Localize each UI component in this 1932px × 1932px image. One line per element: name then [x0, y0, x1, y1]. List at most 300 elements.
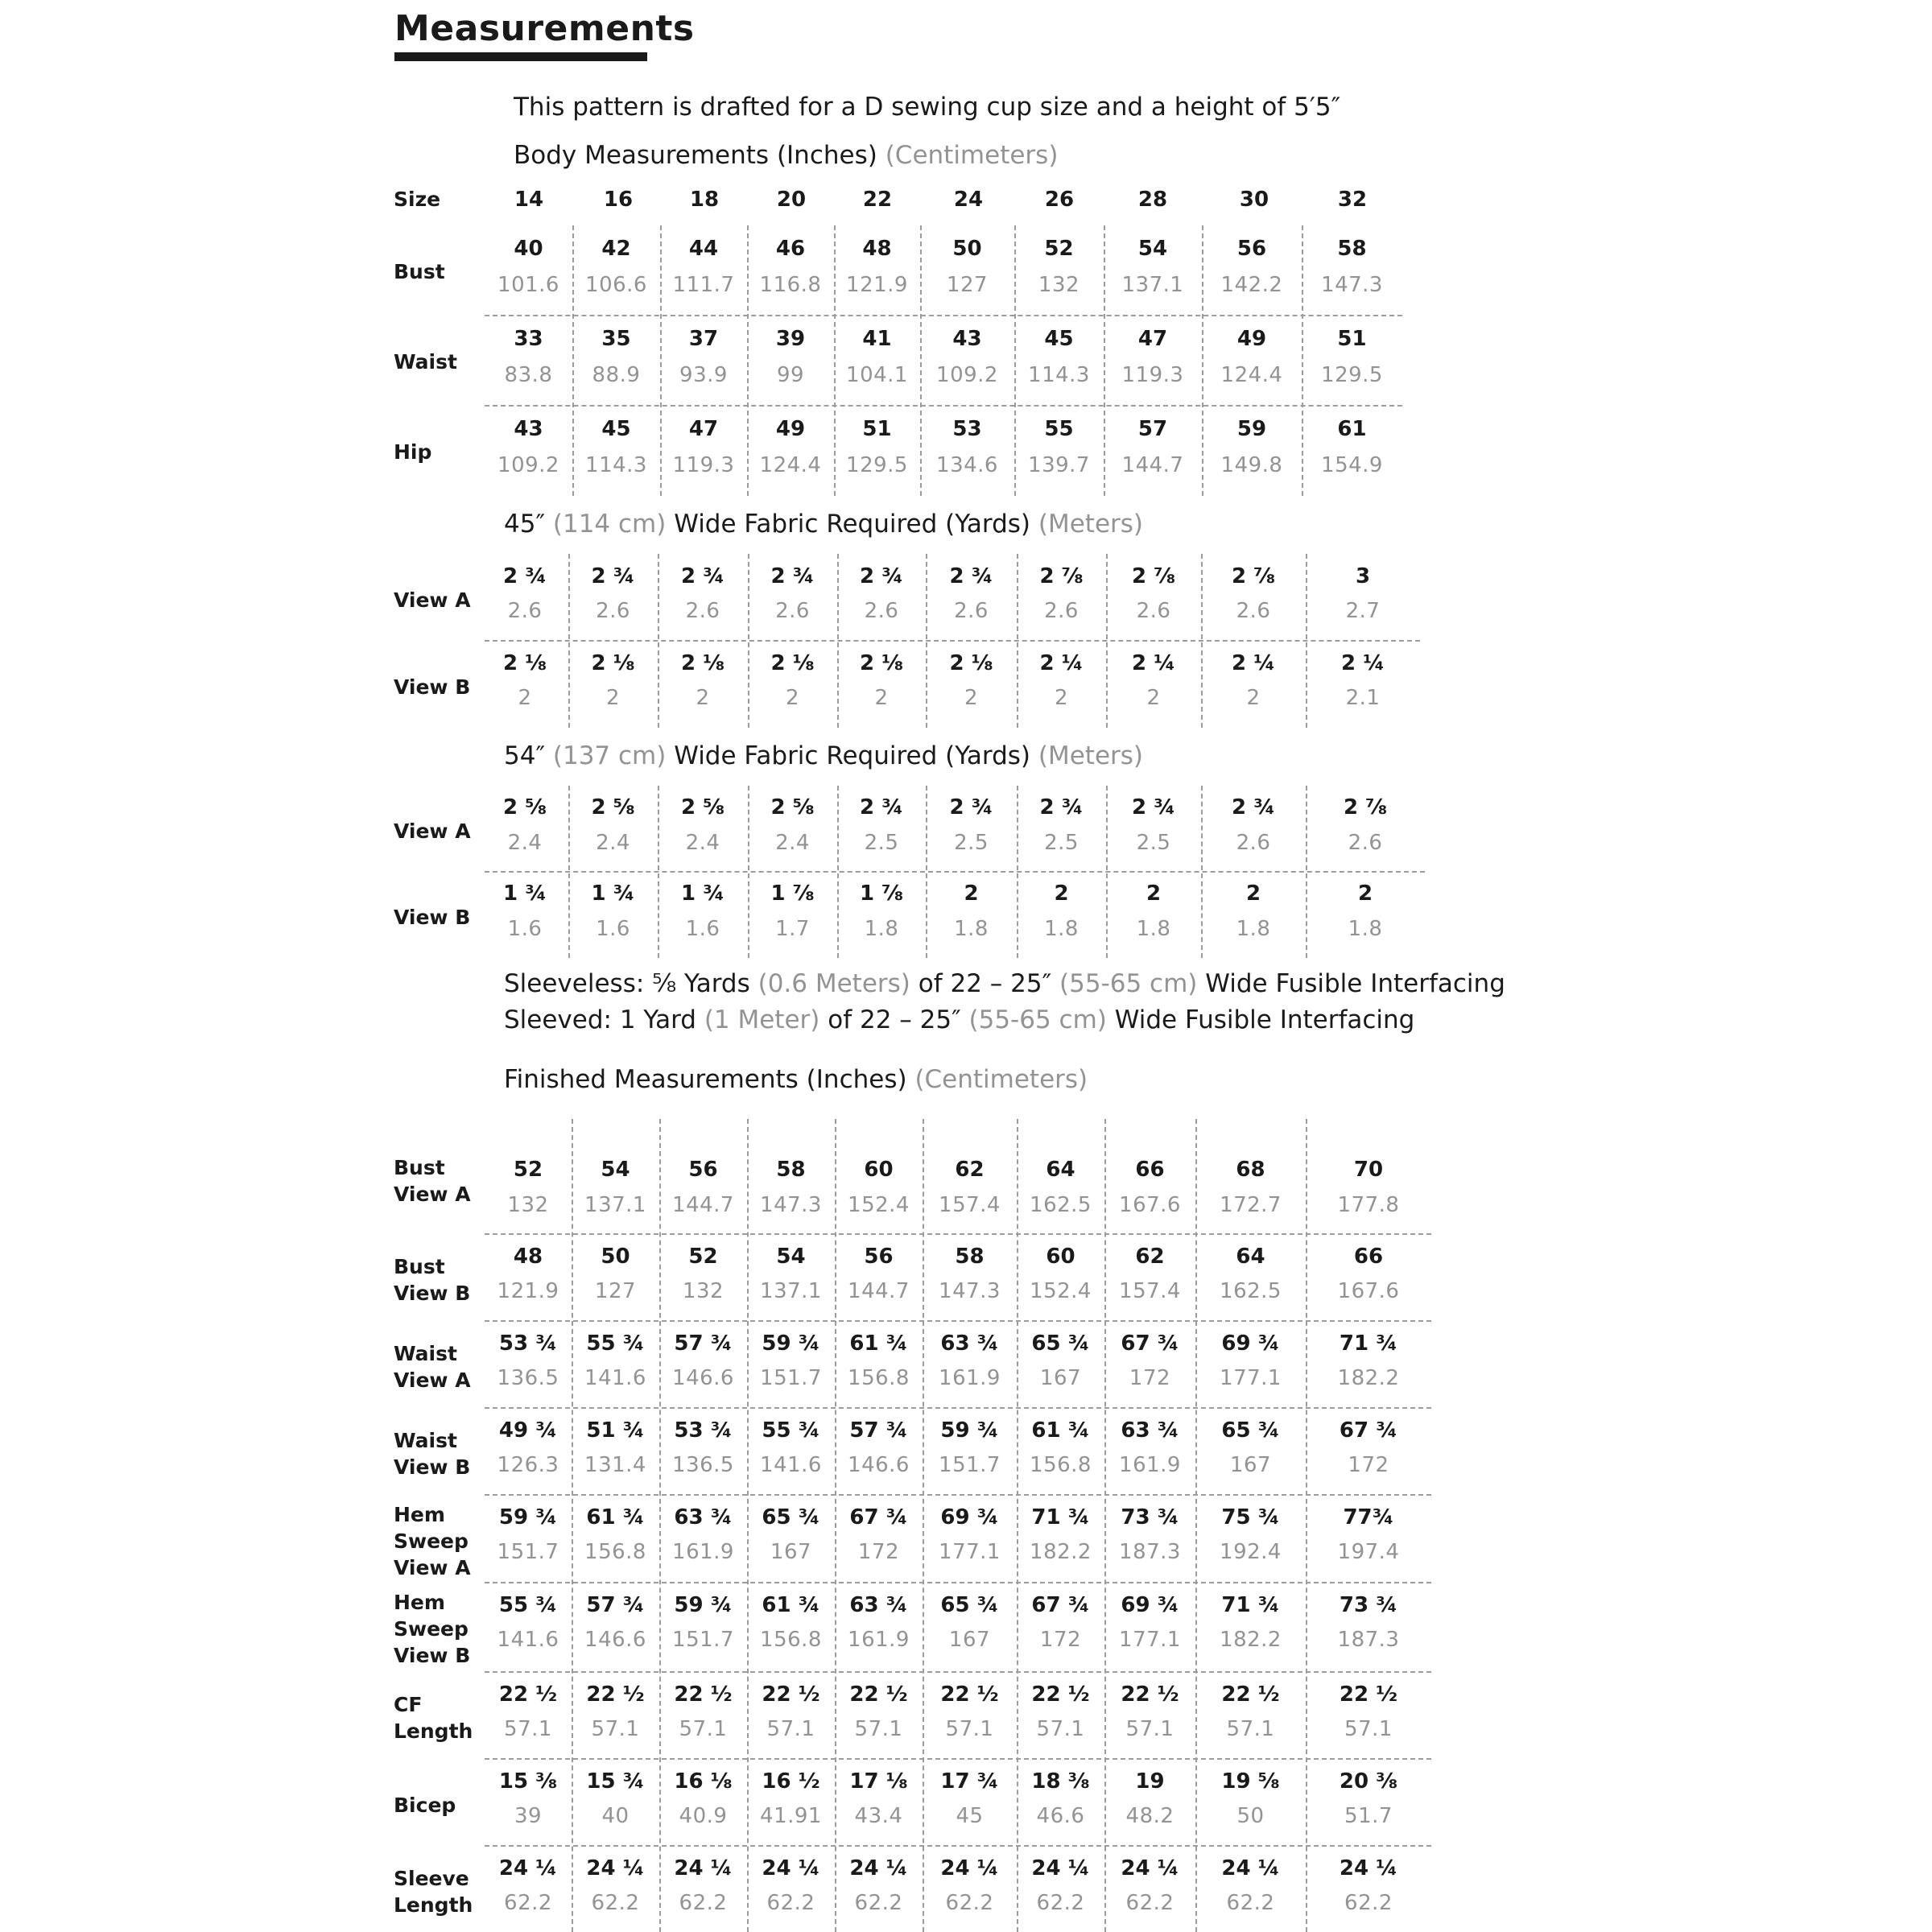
row-label-line: View A — [394, 1368, 471, 1392]
imperial-value: 2 ¾ — [1131, 795, 1176, 819]
imperial-value: 22 ½ — [1031, 1682, 1090, 1707]
imperial-value: 17 ¾ — [940, 1769, 999, 1794]
metric-value: 40.9 — [679, 1804, 728, 1828]
metric-value: 2 — [785, 686, 800, 710]
imperial-value: 67 ¾ — [1121, 1331, 1179, 1356]
row-label-line: Sweep — [394, 1616, 469, 1641]
metric-value: 182.2 — [1220, 1628, 1282, 1652]
metric-value: 119.3 — [672, 453, 735, 477]
imperial-value: 2 ¾ — [949, 564, 993, 588]
imperial-value: 54 — [601, 1158, 630, 1182]
column-divider — [835, 1119, 836, 1932]
imperial-value: 1 ⅞ — [859, 881, 904, 906]
imperial-value: 61 ¾ — [1031, 1418, 1090, 1443]
row-label-line: CF — [394, 1693, 423, 1716]
metric-value: 151.7 — [760, 1366, 822, 1390]
metric-value: 134.6 — [936, 453, 998, 477]
metric-value: 2.5 — [1136, 831, 1171, 855]
metric-value: 51.7 — [1344, 1804, 1393, 1828]
imperial-value: 65 ¾ — [940, 1593, 999, 1617]
imperial-value: 47 — [1137, 327, 1168, 351]
row-label-line: Hem — [394, 1590, 445, 1614]
imperial-value: 52 — [1044, 237, 1074, 261]
imperial-value: 66 — [1135, 1158, 1165, 1182]
metric-value: 114.3 — [1028, 363, 1090, 387]
metric-value: 137.1 — [1121, 273, 1184, 297]
metric-value: 172 — [1129, 1366, 1171, 1390]
row-label — [394, 1154, 471, 1208]
imperial-value: 46 — [775, 237, 806, 261]
imperial-value: 50 — [601, 1245, 630, 1269]
imperial-value: 53 — [952, 417, 982, 441]
interfacing-a: Sleeved: 1 Yard — [504, 1005, 696, 1034]
imperial-value: 49 ¾ — [498, 1418, 558, 1443]
size-value: 16 — [603, 188, 634, 212]
imperial-value: 49 — [1236, 327, 1267, 351]
row-label-line: View A — [394, 588, 471, 612]
imperial-value: 64 — [1236, 1245, 1265, 1269]
metric-value: 104.1 — [846, 363, 908, 387]
row-label-line: Waist — [394, 349, 457, 374]
metric-value: 46.6 — [1036, 1804, 1085, 1828]
imperial-value: 42 — [601, 237, 631, 261]
metric-value: 93.9 — [679, 363, 728, 387]
row-label-line: Bust — [394, 259, 445, 283]
imperial-value: 2 ⅛ — [949, 651, 993, 675]
metric-value: 142.2 — [1220, 273, 1283, 297]
imperial-value: 2 ¾ — [591, 564, 635, 588]
imperial-value: 67 ¾ — [1339, 1418, 1398, 1443]
fabric-width-cm: (114 cm) — [552, 510, 667, 539]
metric-value: 161.9 — [672, 1540, 734, 1564]
imperial-value: 22 ½ — [1339, 1682, 1398, 1707]
metric-value: 2.1 — [1345, 686, 1381, 710]
row-label — [394, 1340, 471, 1393]
fabric-sub: (Meters) — [1038, 510, 1144, 539]
row-label-line: View A — [394, 819, 471, 843]
metric-value: 172 — [1039, 1628, 1082, 1652]
metric-value: 101.6 — [497, 273, 559, 297]
imperial-value: 24 ¼ — [762, 1856, 820, 1880]
size-value: 20 — [776, 188, 807, 212]
metric-value: 1.7 — [775, 917, 810, 941]
imperial-value: 2 ¼ — [1340, 651, 1385, 675]
imperial-value: 57 ¾ — [586, 1593, 645, 1617]
imperial-value: 1 ¾ — [680, 881, 725, 906]
row-label-line: View B — [394, 1455, 471, 1479]
interfacing-d: (55-65 cm) — [1059, 969, 1198, 998]
metric-value: 114.3 — [585, 453, 647, 477]
row-label-line: Hem — [394, 1502, 445, 1526]
imperial-value: 18 ⅜ — [1031, 1769, 1090, 1794]
imperial-value: 2 ⅝ — [591, 795, 635, 819]
metric-value: 2.6 — [1348, 831, 1383, 855]
metric-value: 132 — [507, 1193, 549, 1217]
metric-value: 2 — [964, 686, 979, 710]
imperial-value: 37 — [688, 327, 719, 351]
column-divider — [747, 1119, 749, 1932]
metric-value: 141.6 — [497, 1628, 559, 1652]
imperial-value: 59 ¾ — [674, 1593, 733, 1617]
metric-value: 147.3 — [1321, 273, 1383, 297]
imperial-value: 2 ¾ — [949, 795, 993, 819]
imperial-value: 67 ¾ — [849, 1505, 908, 1530]
metric-value: 62.2 — [1125, 1891, 1174, 1915]
column-divider — [1104, 1119, 1106, 1932]
imperial-value: 51 — [862, 417, 892, 441]
metric-value: 136.5 — [672, 1453, 734, 1477]
row-label — [394, 1501, 471, 1581]
metric-value: 48.2 — [1125, 1804, 1174, 1828]
row-label-line: Bust — [394, 1156, 445, 1179]
row-label-line: View B — [394, 1643, 471, 1667]
metric-value: 2.6 — [1236, 599, 1271, 623]
metric-value: 177.1 — [1220, 1366, 1282, 1390]
metric-value: 39 — [514, 1804, 543, 1828]
imperial-value: 20 ⅜ — [1339, 1769, 1398, 1794]
metric-value: 161.9 — [848, 1628, 910, 1652]
metric-value: 177.1 — [1119, 1628, 1181, 1652]
imperial-value: 57 — [1137, 417, 1168, 441]
imperial-value: 2 — [1054, 881, 1069, 906]
intro-text: This pattern is drafted for a D sewing cup size and a height of 5′5″ — [514, 93, 1341, 122]
imperial-value: 43 — [514, 417, 543, 441]
metric-value: 177.1 — [939, 1540, 1001, 1564]
metric-value: 2 — [1054, 686, 1069, 710]
row-label-line: Length — [394, 1719, 473, 1743]
size-value: 30 — [1239, 188, 1269, 212]
imperial-value: 22 ½ — [762, 1682, 820, 1707]
metric-value: 156.8 — [584, 1540, 646, 1564]
imperial-value: 45 — [1044, 327, 1074, 351]
metric-value: 111.7 — [672, 273, 735, 297]
imperial-value: 59 ¾ — [762, 1331, 820, 1356]
metric-value: 167.6 — [1337, 1279, 1400, 1303]
metric-value: 57.1 — [1036, 1717, 1085, 1741]
imperial-value: 53 ¾ — [674, 1418, 733, 1443]
metric-value: 2.6 — [775, 599, 810, 623]
metric-value: 151.7 — [672, 1628, 734, 1652]
metric-value: 2 — [605, 686, 621, 710]
metric-value: 1.8 — [1348, 917, 1383, 941]
imperial-value: 51 — [1337, 327, 1367, 351]
metric-value: 45 — [956, 1804, 984, 1828]
imperial-value: 24 ¼ — [849, 1856, 908, 1880]
imperial-value: 63 ¾ — [940, 1331, 999, 1356]
metric-value: 2 — [696, 686, 710, 710]
metric-value: 127 — [946, 273, 989, 297]
metric-value: 167.6 — [1119, 1193, 1181, 1217]
table-row — [0, 1672, 1932, 1759]
imperial-value: 19 — [1135, 1769, 1165, 1794]
metric-value: 167 — [948, 1628, 991, 1652]
imperial-value: 54 — [776, 1245, 806, 1269]
row-label — [394, 1792, 456, 1818]
imperial-value: 64 — [1046, 1158, 1075, 1182]
imperial-value: 22 ½ — [586, 1682, 645, 1707]
metric-value: 62.2 — [854, 1891, 903, 1915]
size-label: Size — [394, 188, 441, 211]
metric-value: 192.4 — [1220, 1540, 1282, 1564]
row-label — [394, 1253, 470, 1307]
imperial-value: 56 — [1236, 237, 1267, 261]
size-value: 26 — [1044, 188, 1075, 212]
metric-value: 146.6 — [584, 1628, 646, 1652]
row-label-line: Sleeve — [394, 1867, 469, 1890]
row-label — [394, 1427, 470, 1480]
metric-value: 2.5 — [864, 831, 899, 855]
imperial-value: 15 ¾ — [586, 1769, 645, 1794]
table-row — [0, 1583, 1932, 1672]
row-label-line: View B — [394, 905, 471, 929]
row-label-line: Bust — [394, 1255, 445, 1278]
metric-value: 62.2 — [591, 1891, 640, 1915]
metric-value: 162.5 — [1220, 1279, 1282, 1303]
metric-value: 2.6 — [596, 599, 630, 623]
row-label — [394, 1691, 473, 1744]
imperial-value: 43 — [952, 327, 982, 351]
metric-value: 182.2 — [1337, 1366, 1400, 1390]
metric-value: 146.6 — [848, 1453, 910, 1477]
row-label-line: Hip — [394, 440, 432, 464]
imperial-value: 69 ¾ — [1121, 1593, 1179, 1617]
metric-value: 1.6 — [596, 917, 630, 941]
imperial-value: 41 — [862, 327, 892, 351]
metric-value: 154.9 — [1321, 453, 1383, 477]
metric-value: 2 — [1246, 686, 1261, 710]
metric-value: 1.8 — [1136, 917, 1171, 941]
metric-value: 2.4 — [507, 831, 543, 855]
row-label — [394, 1589, 470, 1669]
imperial-value: 2 ¾ — [770, 564, 815, 588]
metric-value: 62.2 — [1226, 1891, 1275, 1915]
interfacing-e: Wide Fusible Interfacing — [1205, 969, 1505, 998]
metric-value: 172 — [857, 1540, 900, 1564]
metric-value: 182.2 — [1030, 1540, 1092, 1564]
metric-value: 83.8 — [504, 363, 553, 387]
metric-value: 57.1 — [504, 1717, 552, 1741]
imperial-value: 24 ¼ — [1221, 1856, 1280, 1880]
metric-value: 40 — [601, 1804, 630, 1828]
imperial-value: 68 — [1236, 1158, 1265, 1182]
row-label-line: Waist — [394, 1342, 457, 1365]
metric-value: 131.4 — [584, 1453, 646, 1477]
imperial-value: 39 — [775, 327, 806, 351]
metric-value: 1.8 — [864, 917, 899, 941]
metric-value: 126.3 — [497, 1453, 559, 1477]
metric-value: 62.2 — [766, 1891, 815, 1915]
metric-value: 57.1 — [766, 1717, 815, 1741]
metric-value: 197.4 — [1337, 1540, 1400, 1564]
metric-value: 57.1 — [945, 1717, 994, 1741]
metric-value: 167 — [1039, 1366, 1082, 1390]
imperial-value: 45 — [601, 417, 631, 441]
metric-value: 157.4 — [939, 1193, 1001, 1217]
imperial-value: 1 ¾ — [591, 881, 635, 906]
metric-value: 187.3 — [1337, 1628, 1400, 1652]
table-row — [0, 1495, 1932, 1583]
table-row — [0, 1321, 1932, 1408]
imperial-value: 2 ¾ — [1039, 795, 1084, 819]
row-label-line: View B — [394, 675, 471, 699]
imperial-value: 24 ¼ — [674, 1856, 733, 1880]
column-divider — [1195, 1119, 1197, 1932]
imperial-value: 2 ⅝ — [680, 795, 725, 819]
metric-value: 156.8 — [1030, 1453, 1092, 1477]
imperial-value: 48 — [513, 1245, 543, 1269]
metric-value: 62.2 — [679, 1891, 728, 1915]
imperial-value: 53 ¾ — [498, 1331, 558, 1356]
imperial-value: 3 — [1355, 564, 1371, 588]
column-divider — [1017, 1119, 1018, 1932]
metric-value: 2 — [1146, 686, 1161, 710]
metric-value: 139.7 — [1028, 453, 1090, 477]
imperial-value: 63 ¾ — [674, 1505, 733, 1530]
metric-value: 62.2 — [1036, 1891, 1085, 1915]
column-divider — [659, 1119, 661, 1932]
imperial-value: 63 ¾ — [849, 1593, 908, 1617]
imperial-value: 2 ¼ — [1231, 651, 1276, 675]
metric-value: 152.4 — [1030, 1279, 1092, 1303]
imperial-value: 2 ⅞ — [1343, 795, 1388, 819]
metric-value: 172.7 — [1220, 1193, 1282, 1217]
imperial-value: 55 ¾ — [762, 1418, 820, 1443]
row-label — [394, 1865, 473, 1918]
imperial-value: 48 — [862, 237, 892, 261]
metric-value: 161.9 — [1119, 1453, 1181, 1477]
metric-value: 2.6 — [1136, 599, 1171, 623]
imperial-value: 2 ⅞ — [1039, 564, 1084, 588]
imperial-value: 71 ¾ — [1031, 1505, 1090, 1530]
fabric-width: 54″ — [504, 741, 546, 770]
imperial-value: 22 ½ — [849, 1682, 908, 1707]
imperial-value: 61 ¾ — [586, 1505, 645, 1530]
imperial-value: 54 — [1137, 237, 1168, 261]
imperial-value: 59 — [1236, 417, 1267, 441]
imperial-value: 44 — [688, 237, 719, 261]
metric-value: 62.2 — [1344, 1891, 1393, 1915]
imperial-value: 52 — [688, 1245, 718, 1269]
metric-value: 2.7 — [1345, 599, 1381, 623]
metric-value: 62.2 — [504, 1891, 552, 1915]
imperial-value: 61 — [1337, 417, 1367, 441]
metric-value: 127 — [594, 1279, 637, 1303]
metric-value: 144.7 — [672, 1193, 734, 1217]
imperial-value: 57 ¾ — [849, 1418, 908, 1443]
metric-value: 57.1 — [1125, 1717, 1174, 1741]
metric-value: 1.8 — [1236, 917, 1271, 941]
imperial-value: 70 — [1353, 1158, 1384, 1182]
metric-value: 172 — [1348, 1453, 1389, 1477]
metric-value: 1.8 — [1044, 917, 1079, 941]
fabric-text: Wide Fabric Required (Yards) — [674, 741, 1031, 770]
imperial-value: 24 ¼ — [586, 1856, 645, 1880]
table-row — [0, 1408, 1932, 1495]
metric-value: 57.1 — [854, 1717, 903, 1741]
row-label-line: View A — [394, 1555, 471, 1579]
metric-value: 156.8 — [760, 1628, 822, 1652]
metric-value: 57.1 — [679, 1717, 728, 1741]
interfacing-c: of 22 – 25″ — [918, 969, 1052, 998]
imperial-value: 22 ½ — [1121, 1682, 1179, 1707]
metric-value: 141.6 — [584, 1366, 646, 1390]
imperial-value: 65 ¾ — [1031, 1331, 1090, 1356]
metric-value: 151.7 — [497, 1540, 559, 1564]
imperial-value: 40 — [514, 237, 543, 261]
metric-value: 116.8 — [759, 273, 822, 297]
metric-value: 88.9 — [592, 363, 641, 387]
metric-value: 137.1 — [760, 1279, 822, 1303]
imperial-value: 2 ⅝ — [502, 795, 547, 819]
imperial-value: 71 ¾ — [1221, 1593, 1280, 1617]
imperial-value: 2 ¾ — [859, 795, 904, 819]
metric-value: 137.1 — [584, 1193, 646, 1217]
metric-value: 132 — [1038, 273, 1080, 297]
metric-value: 167 — [770, 1540, 812, 1564]
metric-value: 106.6 — [585, 273, 647, 297]
metric-value: 2.6 — [864, 599, 899, 623]
interfacing-a: Sleeveless: ⅝ Yards — [504, 969, 750, 998]
imperial-value: 60 — [864, 1158, 894, 1182]
metric-value: 129.5 — [846, 453, 908, 477]
fabric-width: 45″ — [504, 510, 546, 539]
metric-value: 50 — [1236, 1804, 1265, 1828]
imperial-value: 63 ¾ — [1121, 1418, 1179, 1443]
imperial-value: 2 ¾ — [1231, 795, 1276, 819]
column-divider — [1306, 1119, 1307, 1932]
imperial-value: 58 — [776, 1158, 806, 1182]
metric-value: 119.3 — [1121, 363, 1184, 387]
imperial-value: 60 — [1046, 1245, 1075, 1269]
imperial-value: 2 — [1357, 881, 1373, 906]
column-divider — [923, 1119, 924, 1932]
imperial-value: 61 ¾ — [762, 1593, 820, 1617]
row-label-line: View A — [394, 1183, 471, 1206]
metric-value: 2 — [518, 686, 532, 710]
imperial-value: 65 ¾ — [762, 1505, 820, 1530]
imperial-value: 55 ¾ — [586, 1331, 645, 1356]
metric-value: 161.9 — [939, 1366, 1001, 1390]
imperial-value: 16 ½ — [762, 1769, 820, 1794]
fabric-width-cm: (137 cm) — [552, 741, 667, 770]
metric-value: 2 — [874, 686, 889, 710]
header-sub: (Centimeters) — [914, 1065, 1088, 1094]
size-value: 28 — [1137, 188, 1168, 212]
imperial-value: 73 ¾ — [1339, 1593, 1398, 1617]
imperial-value: 24 ¼ — [1031, 1856, 1090, 1880]
metric-value: 124.4 — [1220, 363, 1283, 387]
imperial-value: 67 ¾ — [1031, 1593, 1090, 1617]
header-sub: (Centimeters) — [885, 141, 1059, 170]
imperial-value: 55 ¾ — [498, 1593, 558, 1617]
metric-value: 2.4 — [775, 831, 810, 855]
imperial-value: 2 — [964, 881, 979, 906]
imperial-value: 2 — [1146, 881, 1162, 906]
metric-value: 157.4 — [1119, 1279, 1181, 1303]
metric-value: 57.1 — [1226, 1717, 1275, 1741]
header-main: Body Measurements (Inches) — [514, 141, 877, 170]
imperial-value: 75 ¾ — [1221, 1505, 1280, 1530]
metric-value: 121.9 — [846, 273, 908, 297]
metric-value: 2.6 — [507, 599, 543, 623]
size-value: 32 — [1337, 188, 1368, 212]
metric-value: 2.5 — [1044, 831, 1079, 855]
metric-value: 62.2 — [945, 1891, 994, 1915]
size-value: 22 — [862, 188, 893, 212]
metric-value: 41.91 — [760, 1804, 822, 1828]
metric-value: 99 — [776, 363, 805, 387]
metric-value: 43.4 — [854, 1804, 903, 1828]
